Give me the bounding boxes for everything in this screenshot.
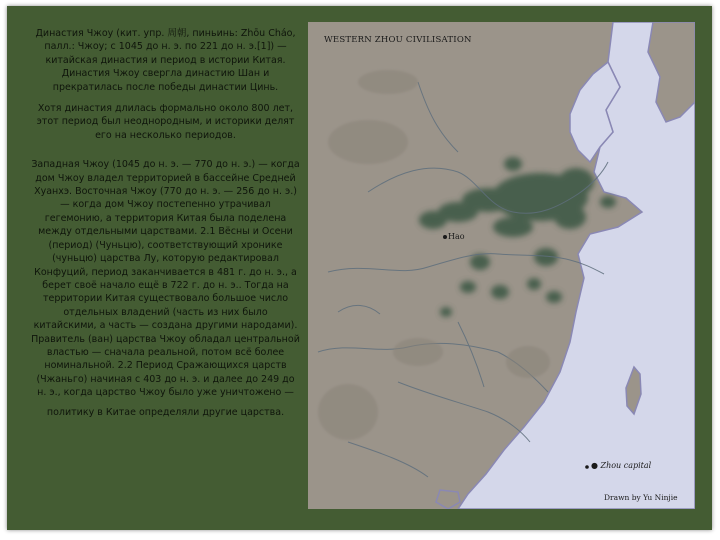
paragraph-dating: Хотя династия длилась формально около 800 лет, этот период был неоднородным, и историки делят его на несколько периодов. (36, 103, 295, 141)
paragraph-intro: Династия Чжоу (кит. упр. 周朝, пиньинь: Zhōu Cháo, палл.: Чжоу; с 1045 до н. э. по 221 до н. э.[1]) — китайская династия и период в истории Китая. Династия Чжоу свергла династию Шан и прекратилась после победы династии Цинь. (35, 28, 296, 93)
zhou-map (308, 22, 695, 509)
slide (7, 6, 712, 530)
hao-capital-dot (443, 235, 447, 239)
map-credit: Drawn by Yu Ninjie (604, 493, 678, 502)
paragraph-closing: политику в Китае определяли другие царства. (46, 406, 285, 418)
map-graphic (308, 22, 695, 509)
text-panel (31, 27, 300, 419)
map-legend: ● Zhou capital (591, 461, 652, 470)
paragraph-periods: Западная Чжоу (1045 до н. э. — 770 до н. э.) — когда дом Чжоу владел территорией в бассейне Средней Хуанхэ. Восточная Чжоу (770 до н. э. — 256 до н. э.) — когда дом Чжоу постепенно утрачивал гегемонию, а территория Китая была поделена между отдельными царствами. 2.1 Вёсны и Осени (период) (Чуньцю), соответствующий хронике (чуньцю) царства Лу, которую редактировал Конфуций, период заканчивается в 481 г. до н. э., а берет своё начало ещё в 722 г. до н. э.. Тогда на территории Китая существовало большое число отдельных владений (часть из них было китайскими, а часть — создана другими народами). Правитель (ван) царства Чжоу обладал центральной властью — сначала реальной, потом всё более номинальной. 2.2 Период Сражающихся царств (Чжаньго) начиная с 403 до н. э. и далее до 249 до н. э., когда царство Чжоу было уже уничтожено — (31, 159, 300, 399)
map-title: WESTERN ZHOU CIVILISATION (324, 35, 472, 45)
legend-dot (585, 465, 589, 469)
capital-label: Hao (448, 232, 465, 241)
